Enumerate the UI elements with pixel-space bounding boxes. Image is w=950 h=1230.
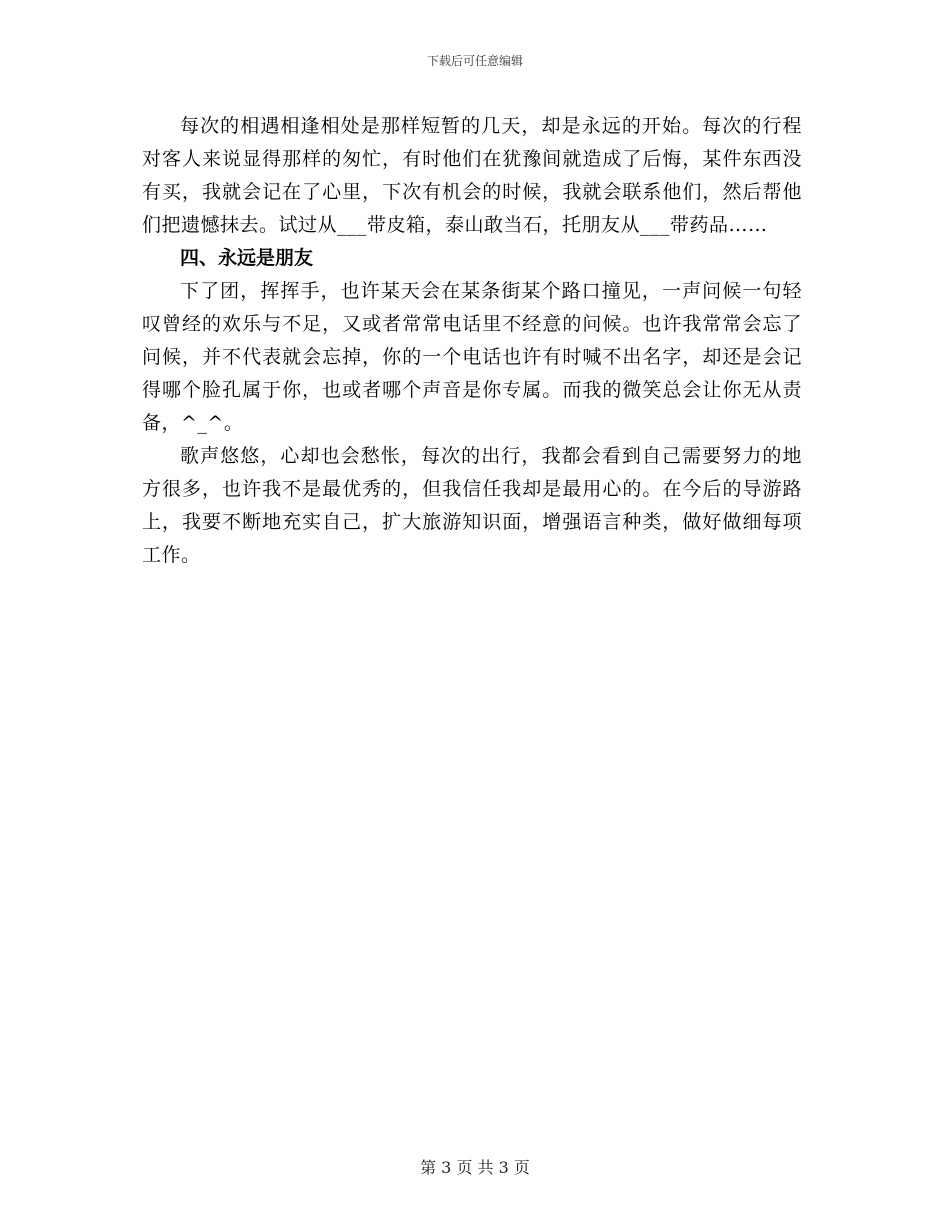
paragraph-1: 每次的相遇相逢相处是那样短暂的几天，却是永远的开始。每次的行程对客人来说显得那样的匆忙，有时他们在犹豫间就造成了后悔，某件东西没有买，我就会记在了心里，下次有机会的时候，我就会联系他们，然后帮他们把遗憾抹去。试过从___带皮箱，泰山敢当石，托朋友从___带药品…… [142, 115, 802, 236]
paragraph-2: 下了团，挥挥手，也许某天会在某条街某个路口撞见，一声问候一句轻叹曾经的欢乐与不足，又或者常常电话里不经意的问候。也许我常常会忘了问候，并不代表就会忘掉，你的一个电话也许有时喊不出名字，却还是会记得哪个脸孔属于你，也或者哪个声音是你专属。而我的微笑总会让你无从责备，^_^。 [142, 280, 802, 434]
page-number-footer: 第 3 页 共 3 页 [420, 1158, 530, 1177]
page-header: 下载后可任意编辑 [426, 54, 523, 68]
paragraph-3: 歌声悠悠，心却也会愁怅，每次的出行，我都会看到自己需要努力的地方很多，也许我不是最优秀的，但我信任我却是最用心的。在今后的导游路上，我要不断地充实自己，扩大旅游知识面，增强语言种类，做好做细每项工作。 [142, 445, 802, 566]
document-body [142, 110, 802, 572]
section-heading-4: 四、永远是朋友 [180, 247, 314, 269]
